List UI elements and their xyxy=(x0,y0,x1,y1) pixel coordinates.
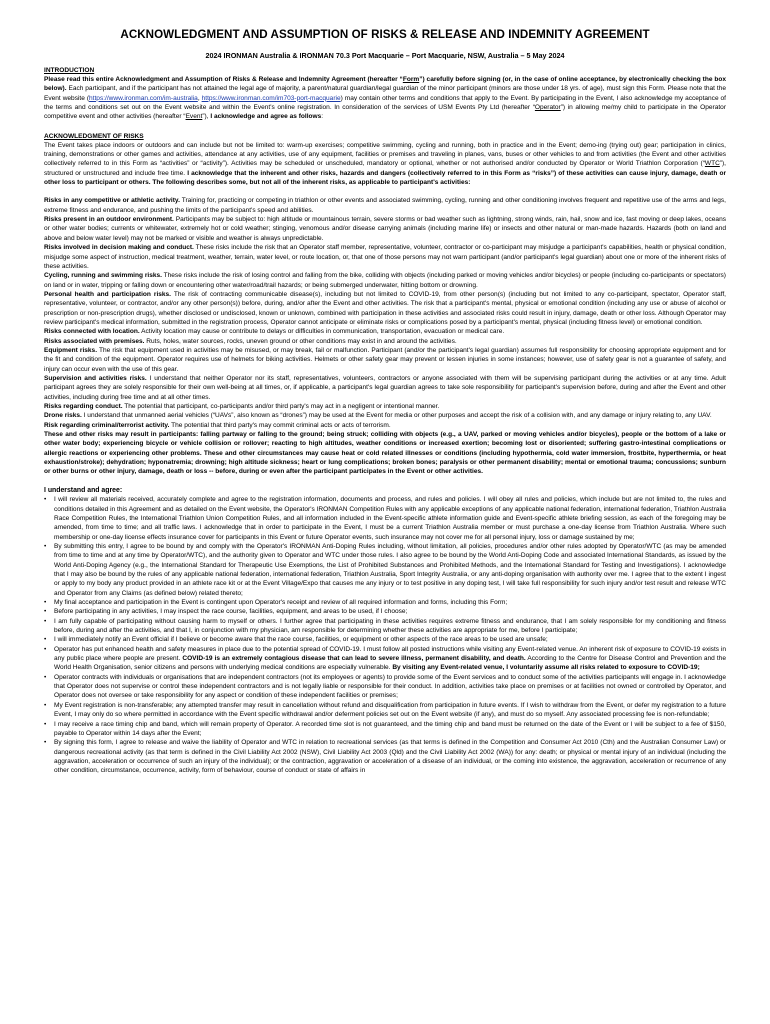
document-page xyxy=(44,0,726,776)
im703-port-macquarie-link[interactable]: https://www.ironman.com/im703-port-macquarie xyxy=(201,94,341,102)
agree-text: My Event registration is non-transferable; any attempted transfer may result in cancellation without refund and disqualification from participation in future events. If I wish to withdraw from the Event, or defer my registration to a future Event, I may only do so where permitted in accordance with the Event specific withdrawal and/or deferment policies set out on the Event website (if any), and must do so myself. Any associated processing fee is non-refundable; xyxy=(54,701,726,719)
risk-item xyxy=(44,271,726,290)
risk-text: The potential that third party's may commit criminal acts or acts of terrorism. xyxy=(169,421,391,429)
intro-event-term: Event xyxy=(185,113,203,121)
intro-operator-term: Operator xyxy=(534,104,561,112)
agree-text: According to the Centre for Disease Control and Prevention and the World Health Organisation, senior citizens and persons with underlying medical conditions are especially vulnerable. xyxy=(54,655,726,672)
risk-text: I understand that unmanned aerial vehicles (“UAVs”, also known as “drones”) may be used at the Event for media or other purposes and accept the risk of a collision with, and any damage or injury relating to, any UAV. xyxy=(81,412,712,420)
risk-item xyxy=(44,243,726,271)
agree-text: I am fully capable of participating without causing harm to myself or others. I further agree that participating in these activities requires extreme fitness and endurance, that I am solely responsible for my conditioning and fitness before, during and after the activities, and that I, in conjunction with my physician, am responsible for determining whether these activities are appropriate for me, before I participate; xyxy=(54,617,726,635)
bullet-icon: • xyxy=(44,608,47,616)
risk-label: Supervision and activities risks. xyxy=(44,374,147,382)
intro-text-5: , xyxy=(197,94,202,102)
agree-item xyxy=(44,738,726,775)
risk-text: I understand that neither Operator nor its staff, representatives, volunteers, contractors or anyone associated with them will be supervising participant during the activities or at any time. Adult participant agrees they are solely responsible for their own well-being at all times, or, if applicable, a participant's legal guardian agrees to take sole responsibility for participant's supervision before, during and after the Event and other activities, including during free time and at all other times. xyxy=(44,374,726,401)
risks-bold-statement: I acknowledge that the inherent and other risks, hazards and dangers (collectively referred to in this Form as “risks”) of these activities can cause injury, damage, death or other loss to participant or others. The following describes some, but not all of the inherent risks, as applicable to participant's activities: xyxy=(44,169,726,187)
agree-item xyxy=(44,635,726,644)
risks-heading: ACKNOWLEDGMENT OF RISKS xyxy=(44,132,144,140)
agree-item xyxy=(44,598,726,607)
risk-text: The risk that equipment used in activities may be misused, or may break, fail or malfunction. Participant (and/or the participant's legal guardian) assumes full responsibility for choosing appropriate equipment and for the fit and condition of the equipment. Operator requires use of helmets for biking activities. Helmets or other safety gear may prevent or lessen injuries in some instances; however, use of safety gear is not a guarantee of safety, and injury can occur even with the use of this gear. xyxy=(44,346,726,373)
agree-text: My final acceptance and participation in the Event is contingent upon Operator's receipt and review of all required information and forms, including this Form; xyxy=(54,599,508,607)
agree-text: Operator contracts with individuals or organisations that are independent contractors (not its employees or agents) to provide some of the Event services and to conduct some of the activities participants will engage in. I acknowledge that Operator does not supervise or control these independent contractors and is not legally liable or responsible for their conduct. In addition, activities take place on premises or at facilities not owned or controlled by Operator, and Operator does not oversee or take responsibility for any aspect or condition of these independent facilities or premises; xyxy=(54,673,726,700)
agree-item xyxy=(44,495,726,542)
risk-text: These risks include the risk that an Operator staff member, representative, volunteer, contractor or co-participant may misjudge a participant's capabilities, health or physical condition, misjudge some aspect of instruction, medical treatment, weather, terrain, water level, or route location, or, that one of those persons may not warn participant (and/or participant's legal guardian) about one or more of the inherent risks of these activities. xyxy=(44,244,727,270)
risk-label: Personal health and participation risks. xyxy=(44,290,172,298)
agree-text: Operator has put enhanced health and safety measures in place due to the potential spread of COVID-19. I must follow all posted instructions while visiting any Event-related venue. An inherent risk of exposure to COVID-19 exists in any public place where people are present. xyxy=(54,645,726,663)
agree-text: Before participating in any activities, I may inspect the race course, facilities, equipment, and areas to be used, if I choose; xyxy=(54,608,408,616)
risk-label: Risks regarding conduct. xyxy=(44,403,123,410)
im-australia-link[interactable]: https://www.ironman.com/im-australia xyxy=(89,94,198,102)
agree-text: I will review all materials received, accurately complete and agree to the registration information, documents and process, and rules and policies. I will obey all rules and policies, which include but are not limited to, the rules and conditions detailed in this Agreement and as detailed on the Event website, the Operator's IRONMAN Competition Rules with any applicable exceptions of any applicable national federation, international federation, Triathlon Australia Race Competition Rules, the International Triathlon Union Competition Rules, and all information included in the Event-specific athlete information guide and Event-specific athlete briefing session, as each of the foregoing may be amended, from time to time; and all traffic laws. I acknowledge that in order to participate in the Event, I must be a current Triathlon Australia member or must purchase a one-day license from Triathlon Australia. Where such membership or one-day license effects insurance cover for participants in this Event or future Operator events, such insurance may not cover me for all personal injury, loss or damage sustained by me; xyxy=(54,496,726,541)
risk-text: These risks include the risk of losing control and falling from the bike, colliding with objects (including parked or moving vehicles and/or bicycles) or people (including co-participants or spectators) on land or in water, tripping or falling down or encountering other water/road/trail hazards; or being submerged underwater, hitting bottom or drowning. xyxy=(44,272,726,289)
risk-item xyxy=(44,327,726,336)
agree-item xyxy=(44,720,726,739)
intro-acknowledge: I acknowledge and agree as follows xyxy=(210,113,322,121)
risk-label: Risks connected with location. xyxy=(44,328,140,336)
risk-text: Activity location may cause or contribute to delays or difficulties in communication, transportation, evacuation or medical care. xyxy=(139,328,505,336)
bullet-icon: • xyxy=(44,542,47,550)
risk-item xyxy=(44,374,726,402)
bullet-icon: • xyxy=(44,720,47,728)
risk-item xyxy=(44,346,726,374)
intro-heading: INTRODUCTION xyxy=(44,67,95,74)
intro-text-4: Each participant, and if the participant has not attained the legal age of majority, a parent/natural guardian/legal guardian of the minor participant (minors are those under 18 yrs. of age), must sign this Form. Please note that the Event website ( xyxy=(44,85,726,102)
intro-text-10: ”), xyxy=(202,113,211,121)
agree-item xyxy=(44,607,726,616)
intro-text-12: : xyxy=(321,113,324,121)
risk-text: Training for, practicing or competing in triathlon or other events and associated swimming, cycling, running and other conditioning involves frequent and repetitive use of the arms and legs, extreme fitness and endurance, and pushing the limits of the participant's speed and abilities. xyxy=(44,197,726,214)
risk-item xyxy=(44,421,726,430)
intro-paragraph xyxy=(44,75,726,122)
risk-text: Participants may be subject to: high altitude or mountainous terrain, severe storms or bad weather such as lightning, strong winds, rain, hail, snow and ice, fast moving or deep lakes, oceans or other water bodies; currents or whitewater, extremely hot or cold weather; stinging, venomous and/or disease carrying animals (including marine life) or insects and other natural or man-made hazards. Hazards (both on land and above and below water level) may not be marked or visible and weather is always unpredictable. xyxy=(44,216,726,242)
risk-text: The risk of contracting communicable disease(s), including but not limited to COVID-19, from other person(s) (including but not limited to any co-participant, spectator, Operator staff, representative, volunteer, or contractor, and/or any other person(s)) before, during, and/or after the Event and other activities. The risk that a participant's mental, physical or emotional condition (including any use or abuse of alcohol or prescription or non-prescription drugs), whether disclosed or undisclosed, known or unknown, combined with participation in these activities and associated risks could result in injury, damage, death or other loss. Although Operator may review participant's medical information, submitted in the registration process, Operator cannot anticipate or eliminate risks or complications posed by a participant's mental, physical (including fitness level) or emotional condition. xyxy=(44,290,726,326)
risk-label: Risks present in an outdoor environment. xyxy=(44,216,174,224)
bullet-icon: • xyxy=(44,636,47,644)
risk-item xyxy=(44,411,726,420)
risks-intro-paragraph xyxy=(44,141,726,188)
agree-list xyxy=(44,495,726,775)
agree-item xyxy=(44,701,726,720)
agree-text: I will immediately notify an Event official if I believe or become aware that the race course, facilities, or equipment or other aspects of the race areas to be used are unsafe; xyxy=(54,636,548,644)
risk-label: Drone risks. xyxy=(44,412,82,420)
risk-item xyxy=(44,337,726,346)
intro-text-6: ) may contain other terms and conditions that apply to the Event. By participating in the Event, I also acknowledge my acceptance of the terms and conditions set out on the Event website and within the Event's online registration. In consideration of the services of USM Events Pty Ltd (hereafter “ xyxy=(44,94,727,112)
agree-heading: I understand and agree: xyxy=(44,486,123,494)
agree-text: By submitting this entry, I agree to be bound by and comply with the Operator's IRONMAN Anti-Doping Rules including, without limitation, all policies, procedures and/or other rules adopted by Operator/WTC (as may be amended from time to time and at any time by Operator/WTC), and the authority given to Operator and WTC under those rules. I also agree to be bound by the World Anti-Doping Code and associated International Standards, as issued by the World Anti-Doping Agency (e.g., the International Standard for Therapeutic Use Exemptions, the List of Prohibited Substances and Prohibited Methods, and the International Standard for Testing and Investigations). I acknowledge that I may also be bound by the rules of any applicable national federation, international federation, Triathlon Australia, Sport Integrity Australia, or any anti-doping organisation with authority over me. I agree that to the extent I ingest or apply to my body any product provided in an athlete race kit or at the Event Village/Expo that causes me any injury or to test positive in any doping test, I will take full responsibility for such injury and/or test result and release WTC and Operator from any Claims (as defined below) related thereto; xyxy=(54,542,726,597)
risk-label: Risk regarding criminal/terrorist activity. xyxy=(44,421,170,429)
covid-warning: COVID-19 is an extremely contagious disease that can lead to severe illness, permanent disability, and death. xyxy=(182,655,526,663)
risk-text: Ruts, holes, water sources, rocks, uneven ground or other conditions may exist in and around the activities. xyxy=(144,337,457,345)
risk-text: The potential that participant, co-participants and/or third party's may act in a negligent or intentional manner. xyxy=(122,403,440,410)
covid-assume-risk: By visiting any Event-related venue, I voluntarily assume all risks related to exposure to COVID-19; xyxy=(392,664,700,672)
bullet-icon: • xyxy=(44,599,47,607)
bullet-icon: • xyxy=(44,673,47,681)
risk-item xyxy=(44,402,726,411)
risks-text-2: ”), structured or unstructured and include free time. xyxy=(44,160,726,177)
bullet-icon: • xyxy=(44,617,47,625)
agree-item xyxy=(44,673,726,701)
risk-list xyxy=(44,196,726,476)
risk-label: Risks in any competitive or athletic activity. xyxy=(44,197,180,205)
risk-label: Risks associated with premises. xyxy=(44,337,145,345)
risk-item xyxy=(44,290,726,327)
risk-item xyxy=(44,215,726,243)
risk-label: Equipment risks. xyxy=(44,346,98,354)
document-subtitle: 2024 IRONMAN Australia & IRONMAN 70.3 Port Macquarie – Port Macquarie, NSW, Australia – 5 May 2024 xyxy=(205,51,565,60)
agree-item xyxy=(44,542,726,598)
risk-label: Cycling, running and swimming risks. xyxy=(44,272,162,280)
risks-summary: These and other risks may result in participants: falling partway or falling to the ground; being struck; colliding with objects (e.g., a UAV, parked or moving vehicles and/or bicycles), people or the bottom of a lake or other water body; experiencing bicycle or vehicle collision or rollover; reacting to high altitudes, weather conditions or increased exertion; becoming lost or disoriented; suffering gastro-intestinal complications or allergic reactions or experiencing other problems. These and other circumstances may cause heat or cold related illnesses or conditions (including hypothermia, cold water immersion, frostbite, hyperthermia, or heat exhaustion/stroke); dehydration; hyponatremia; drowning; high altitude sickness; heart or lung complications; broken bones; paralysis or other permanent disability; mental or emotional trauma; concussions; sunburn or other burns or other injury, damage, death or loss -- before, during or even after the participant participates in the Event or other activities. xyxy=(44,431,726,476)
risks-wtc-term: WTC xyxy=(704,160,720,168)
agree-text: I may receive a race timing chip and band, which will remain property of Operator. A recorded time slot is not guaranteed, and the timing chip and band must be returned on the date of the Event or I will be subject to a fee of $150, payable to Operator within 14 days after the Event; xyxy=(54,720,726,737)
intro-text-3: ”) carefully before signing (or, in the case of online acceptance, by electronically checking the box below). xyxy=(44,76,726,93)
intro-form-term: Form xyxy=(402,76,420,83)
bullet-icon: • xyxy=(44,645,47,653)
agree-item xyxy=(44,645,726,673)
bullet-icon: • xyxy=(44,496,47,504)
document-title: ACKNOWLEDGMENT AND ASSUMPTION OF RISKS & RELEASE AND INDEMNITY AGREEMENT xyxy=(120,28,650,41)
bullet-icon: • xyxy=(44,701,47,709)
risk-label: Risks involved in decision making and conduct. xyxy=(44,244,194,252)
agree-item xyxy=(44,617,726,636)
intro-text-1: Please read this entire Acknowledgment and Assumption of Risks & Release and Indemnity Agreement (hereafter “ xyxy=(44,76,403,83)
agree-text: By signing this form, I agree to release and waive the liability of Operator and WTC in relation to recreational services (as that terms is defined in the Competition and Consumer Act 2010 (Cth) and the Australian Consumer Law) or dangerous recreational activity (as that term is defined in the Civil Liability Act 2002 (NSW), Civil Liability Act 2003 (Qld) and the Civil Liability Act 2002 (WA)) for any: death; or physical or mental injury of an individual (including the aggravation, acceleration or occurrence of such an injury of the individual); or the contraction, aggravation or acceleration of a disease of an individual, or the coming into existence, the aggravation, acceleration or recurrence of any other condition, circumstance, occurrence, activity, form of behaviour, course of conduct or state of affairs in xyxy=(54,739,726,775)
risk-item xyxy=(44,196,726,215)
risks-text-1: The Event takes place indoors or outdoors and can include but not be limited to: warm-up exercises; competitive swimming, cycling and running, both in practice and in the Event; demo-ing (trying out) gear; participation in clinics, training, demonstrations or other games and activities, attendance at any activities, use of any equipment, facilities or premises and traveling in planes, vans, buses or other vehicles to and from activities (the Event and other activities collectively referred to in this Form as “activities” or “activity”). Activities may be scheduled or unscheduled, mandatory or optional, whether or not authorised and/or conducted by Operator or World Triathlon Corporation (“ xyxy=(44,141,726,168)
bullet-icon: • xyxy=(44,739,47,747)
intro-text-8: ”) in allowing me/my child to participate in the Operator competitive event and other activities (hereafter “ xyxy=(44,104,726,121)
